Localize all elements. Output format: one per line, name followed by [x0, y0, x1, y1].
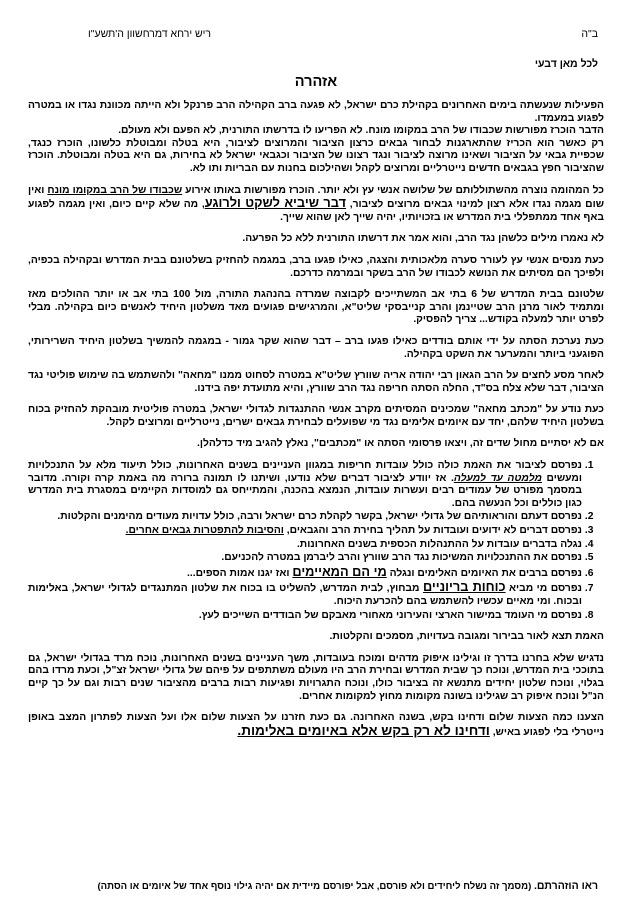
list-item: [28, 610, 582, 623]
paragraph-text: הפעילות שנעשתה בימים האחרונים בקהילת כרם ישראל, לא פגעה ברב הקהילה הרב פרנקל ולא הייתה מכוונת נגדו או במטרה לפגוע במעמדו.: [28, 100, 604, 124]
paragraph-text: ואין שום מגמה נגדו אלא רצון למינוי גבאים מרוצים לציבור,: [28, 184, 604, 211]
list-item-text: מלמטה עד למעלה: [453, 472, 542, 484]
paragraph-9: אם לא יסתיים מחול שדים זה, ויצאו פרסומי הסתה או "מכתבים", נאלץ להגיב מיד כדלהלן.: [197, 438, 604, 450]
list-item-text: מבחוץ, לבית המדרש, להשליט בו בכוח את שלטון המתנגדים לגדולי ישראל, באלימות ובכוח. ומי מאיים עכשיו להשתמש בהם להכרעת היכוח.: [28, 583, 582, 607]
paragraph-5: שלטונם בבית המדרש של 6 בתי אב המשתייכים לקבוצה שמרדה בהנהגת התורה, מול 100 בתי אב או יותר ההולכים מאז ומתמיד לאור מרנן הרב שטיינמן והרב קנייבסקי שליט"א, והמרגישים פגועים מאד משלטון היחיד לאנשים כיום בקהילה. מבלי לפרט יותר למעלה בקודש... צריך להפסיק.: [28, 289, 604, 326]
list-item-text: נפרסם דעתם והוראותיהם של גדולי ישראל, בקשר לקהלת כרם ישראל ורבה, כולל עדויות מעודים מהימנים והקלטות.: [57, 511, 582, 523]
date-header: ריש ירחא דמרחשוון ה'תשע"ו: [88, 28, 211, 40]
list-item-text: ואז יגנו אמות הספים...: [186, 567, 293, 579]
bsd-header: ב"ה: [581, 28, 598, 40]
paragraph-11: נדגיש שלא בחרנו בדרך זו וגילינו איפוק מדהים ומוכח בעובדות, משך העניינים בשנים האחרונות, נוכח מרד בגדולי ישראל, גם בתוככי בית המדרש, ונוכח כך שבית המדרש ובחירת הרב היו מעולם משתתפים על פיהם של גדולי ישראל זצ"ל, וכעת מרדו בהם בגלוי, ונוכח שלטון יחידים מתנשא זה בציבור כולו, ונוכח התגרויות ופגיעות רבות ברבים מהציבור שנים רבות וגם על כך קיים הנ"ל ונוכח איפוק רב שגילינו בשונה מקומות מחוץ למקומות אחרים.: [28, 652, 604, 702]
list-item-text: מי הם המאיימים: [292, 563, 387, 579]
page-title: אזהרה: [294, 74, 338, 90]
list-item: [28, 525, 582, 538]
list-item: [28, 460, 582, 510]
list-item: [28, 511, 582, 524]
list-item-text: נגלה בדברים עובדות על ההתנהלות הכספית בשנים האחרונות.: [296, 538, 582, 550]
list-item-text: נפרסם את ההתנכלויות המשיכות נגד הרב שוורץ והרב ליברמן במטרה להכניעם.: [221, 552, 582, 564]
paragraph-8: כעת נודע על "מכתב מחאה" שמכינים המסיתים מקרב אנשי ההתנגדות לגדולי ישראל, במטרה פוליטית מובהקת להחזיק בכוח בשלטון היחיד שלהם, יחד עם איומים אלימים נגד מי שפועלים לבחירת גבאים ישרים, נייטרליים ומרוצים לקהל.: [28, 404, 604, 428]
distribution-note: (מסמך זה נשלח ליחידים ולא פורסם, אבל יפורסם מיידית אם יהיה גילוי נוסף אחד של איומים או הסתה): [97, 881, 534, 892]
actions-list: [28, 460, 604, 622]
emphasized-text: דבר שיביא לשקט ולרוגע: [204, 195, 347, 211]
footer-note: [22, 880, 598, 892]
list-item: [28, 563, 582, 581]
paragraph-4: כעת מנסים אנשי עץ לעורר סערה מלאכותית והצגה, כאילו פגעו ברב, במגמה להחזיק בשלטונם בבית המדרש ובקהילה בכפיה, ולפיכך הם מסיתים את הנושא לכבודו של הרב בשקר ובמרמה כדרכם.: [28, 254, 604, 279]
paragraph-text: הצענו כמה הצעות שלום ודחינו בקש, בשנה האחרונה. גם כעת חזרנו על הצעות שלום אלו ועל הצעות לפתרון המצב באופן נייטרלי בלי לפגוע באיש,: [28, 712, 604, 738]
list-item-text: והסיבות להתפטרות גבאים אחרים.: [125, 525, 284, 537]
list-item-text: נפרסם ברבים את האיומים האלימים ונגלה: [386, 567, 582, 579]
greeting: לכל מאן דבעי: [534, 58, 598, 70]
list-item: [28, 539, 582, 552]
list-item-text: כוחות בריוניים: [422, 579, 506, 595]
paragraph-7: לאחר מסע לחצים על הרב הגאון רבי יהודה אריה שוורץ שליט"א במטרה לסחוט ממנו "מחאה" ולהשתמש בה שימוש פוליטי נגד הציבור, דבר שלא צלח בס"ד, החלה הסתה חריפה נגד הרב שוורץ, והיא מתועדת יפה בידנו.: [28, 370, 604, 394]
underlined-text: שכבודו של הרב במקומו מונח: [47, 184, 183, 196]
paragraph-10: האמת תצא לאור בבירור ומגובה בעדויות, מסמכים והקלטות.: [329, 631, 604, 643]
paragraph-text: רק כאשר הוא הכריז שהתארגנות לבחור גבאים כרצון הציבור והמרוצים לציבור, היא בטלה ומבוטלת כלשונו, הוכרז כנגד, שכפיית גבאי על הציבור ושאינו מרוצה לציבור ונגד רצונו של הציבור וכגבאי ישראל לא בחירות, גם היא בטלה ומבוטלת. הוכרז שהציבור חפץ בגבאים חדשים נייטרליים ומרוצים לקהל ושהילכום בחנות עם הבריות ותו לא.: [28, 137, 604, 174]
list-item-text: נפרסם דברים לא ידועים ועובדות על תהליך בחירת הרב והגבאים,: [283, 525, 582, 537]
paragraph-12: [28, 712, 604, 739]
list-item-text: נפרסם מי מביא: [505, 583, 582, 595]
paragraph-text: כל המהומה נוצרה מהשתוללותם של שלושה אנשי עץ ולא יותר. הוכרז מפורשות באותו אירוע: [182, 184, 604, 196]
document-body: [28, 100, 604, 748]
paragraph-text: הדבר הוכרז מפורשות שכבודו של הרב במקומו מונח. לא הפריעו לו בדרשתו התורנית, לא הפעם ולא מעולם.: [118, 125, 604, 137]
list-item-text: . אז יוודע לציבור דברים שלא נודעו, ושיתנו לו תמונה ברורה מה באמת קרה וקורה. מדובר במסמך מפורט של עמודים רבים ועשרות עובדות, הנמצא בהכנה, והמתייחס גם למוסדות הקיימים במסגרת בית המדרש כגון כוללים וכל הנעשה בהם.: [28, 472, 582, 509]
paragraph-text: , מה שלא קיים כיום, ואין מגמה לפגוע באף אחד ממתפללי בית המדרש או בזכויותיו, יהיה שייך לאן שהוא שייך.: [28, 199, 604, 223]
list-item-text: נפרסם מי העומד במישור הארצי והעירוני מאחורי מאבקם של הבודדים השייכים לעץ.: [198, 609, 582, 621]
list-item: [28, 581, 582, 608]
paragraph-2: [28, 185, 604, 225]
paragraph-3: לא נאמרו מילים כלשהן נגד הרב, והוא אמר את דרשתו התורנית ללא כל הפרעה.: [242, 233, 604, 245]
paragraph-1: [28, 100, 604, 176]
list-item-text: נפרסם לציבור את האמת כולה כולל עובדות חריפות במגוון העניינים בשנים האחרונות, כולל תיעוד מלא על התנכלויות ומעשים: [28, 460, 583, 484]
warning-closing: ראו הוזהרתם.: [533, 880, 598, 892]
paragraph-6: כעת נערכת הסתה על ידי אותם בודדים כאילו פגעו ברב – דבר שהוא שקר גמור - במגמה להמשיך בשלטון היחיד השרירותי, הפוגעני ביותר והמערער את השקט בקהילה.: [28, 335, 604, 360]
emphasized-text: ודחינו לא רק בקש אלא באיומים באלימות.: [237, 722, 490, 738]
